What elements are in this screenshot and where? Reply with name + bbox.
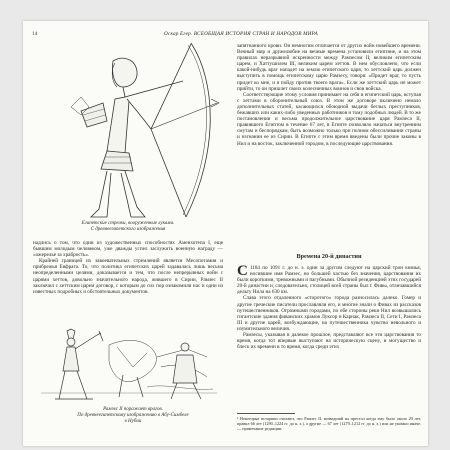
paragraph: запятнанного крови. Он немногим отличается от других войн новейшего времени. Вечный мир и дружелюбие на вечные времена установили египтяне, и на этом правилах неразрывной искренности между Рамзесом II, великим египетским царем, и Хаттушилем III, великим царем хеттов. В нем обусловлено, что если какой-нибудь враг нападет на землю египетского царя, то хеттский царь должен выступить в помощь египетскому царю Рамзесу, говоря: «Придет враг, то пусть придет ко мне, и я пойду против твоего врага». Если же хеттский царь не может прийти, то он пришлет своих колесничных воинов и свои войска. bbox=[237, 43, 421, 92]
figure2-caption-line: в Нубии bbox=[124, 418, 142, 424]
figure1-caption-line: Египетские стрелки, вооруженные луками. bbox=[81, 221, 175, 226]
paragraph: Рамзесы, указывая в далекое прошлое, представляют все эти царствования то время, когда тот впервые выступают на историческую сцену, и могущество и блеск их времени в то время, когда среди этих bbox=[237, 332, 421, 351]
footnote: ¹ Некоторые историки считают, что Рамзес II, возведший на престол когда ему было около 20 лет, правил 66 лет (1290–1224 гг. до н. э.), а другие — 67 лет (1279–1212 гг. до н. э.) или не указано иначе. — примечание редакции. bbox=[237, 416, 421, 431]
running-title: Оскар Егер. ВСЕОБЩАЯ ИСТОРИЯ СТРАН И НАРОДОВ МИРА bbox=[164, 31, 318, 37]
paragraph-with-dropcap bbox=[237, 265, 421, 295]
page-number: 14 bbox=[32, 31, 38, 37]
paragraph: Слава этого отдаленного «сторотого» города разносилась далеко. Гомер и другие греческие писатели прославляли его, и многие знали о Фивах из рассказов путешественников. Огромными городами, по обе стороны реки Нил возвышались гигантские здания фиванских храмов Луксор и Карнак, Рамзеса II, Сети I, Рамзеса III и другие царей, возбуждающие, на путешественника чувство невольного и изумительного величия. bbox=[237, 295, 421, 332]
paragraph: Крайней границей их завоевательных стремлений является Месопотамия и прибрежья Евфрата. То, что политика египетских царей задавалась лишь весьма неопределенными целями, доказывается и тем, что после непрерывных войн с царями хеттов, довольно значительного народа, жившего в Сирии, Рамзес II заключил с хеттским царем договор, с которым до сих пор ознакомили нас и одни из известных подробных и обстоятельных документов. bbox=[33, 258, 223, 295]
figure2-caption bbox=[53, 407, 213, 425]
figure-ramses-illustration bbox=[37, 327, 223, 403]
right-column-bottom bbox=[237, 265, 421, 350]
paragraph-text: 1184 по 1091 г. до н. э. один за другим следуют на царский трон князья, носившие имя Рамзес, но большей частью без значения, царствования их были короткими, тревожными и пагубными. Обычной резиденцией этих государей 20-й династии и, следовательно, столицей всей страны был г. Фивы, отличавшийся дельту Нила на 630 км. bbox=[237, 265, 421, 296]
figure2-caption-line: Рамзес II поражает врагов. bbox=[103, 407, 163, 412]
paragraph: Соответствующие этому условия принимает на себя и египетский царь, вступая с хеттами в оборонительный союз. В этом же договоре включено немало дополнительных статей, касающихся обоюдной выдачи беглых преступников, бежавших или каких-либо уведенных работников и тому подобных людей. В то же постановлении и весьма продолжительное царствование царя Рамзеса II, правившего Египтом в течение 67 лет, в Египте позволяло начаться внутренним смутам и беспорядкам, быть возможно только при полном обессиливании страны и изгнании ее из Сирии. В Египте с этим время введены были прочие законы в Нил и на восток, заключенной городом, в последующие царствования. bbox=[237, 91, 421, 147]
figure2-caption-line: По древнеегипетскому изображению в Абу-Симбеле bbox=[77, 412, 189, 418]
paragraph: надлись о том, что один из художественных способностях Аменхотепа I, еще бывшим молодым человеком, уже дважды успел заслужить военную награду — «ожерелье за храбрость». bbox=[33, 240, 223, 259]
figure-archer-illustration bbox=[41, 41, 221, 223]
right-column-top bbox=[237, 43, 421, 147]
left-column bbox=[33, 240, 223, 295]
footnote-divider bbox=[237, 413, 295, 414]
drop-cap: С bbox=[237, 263, 248, 279]
section-heading: Времена 20-й династии bbox=[296, 253, 362, 260]
figure1-caption-line: С древнеегипетского изображения bbox=[90, 226, 166, 232]
figure1-caption bbox=[33, 221, 223, 233]
book-page bbox=[23, 21, 428, 446]
